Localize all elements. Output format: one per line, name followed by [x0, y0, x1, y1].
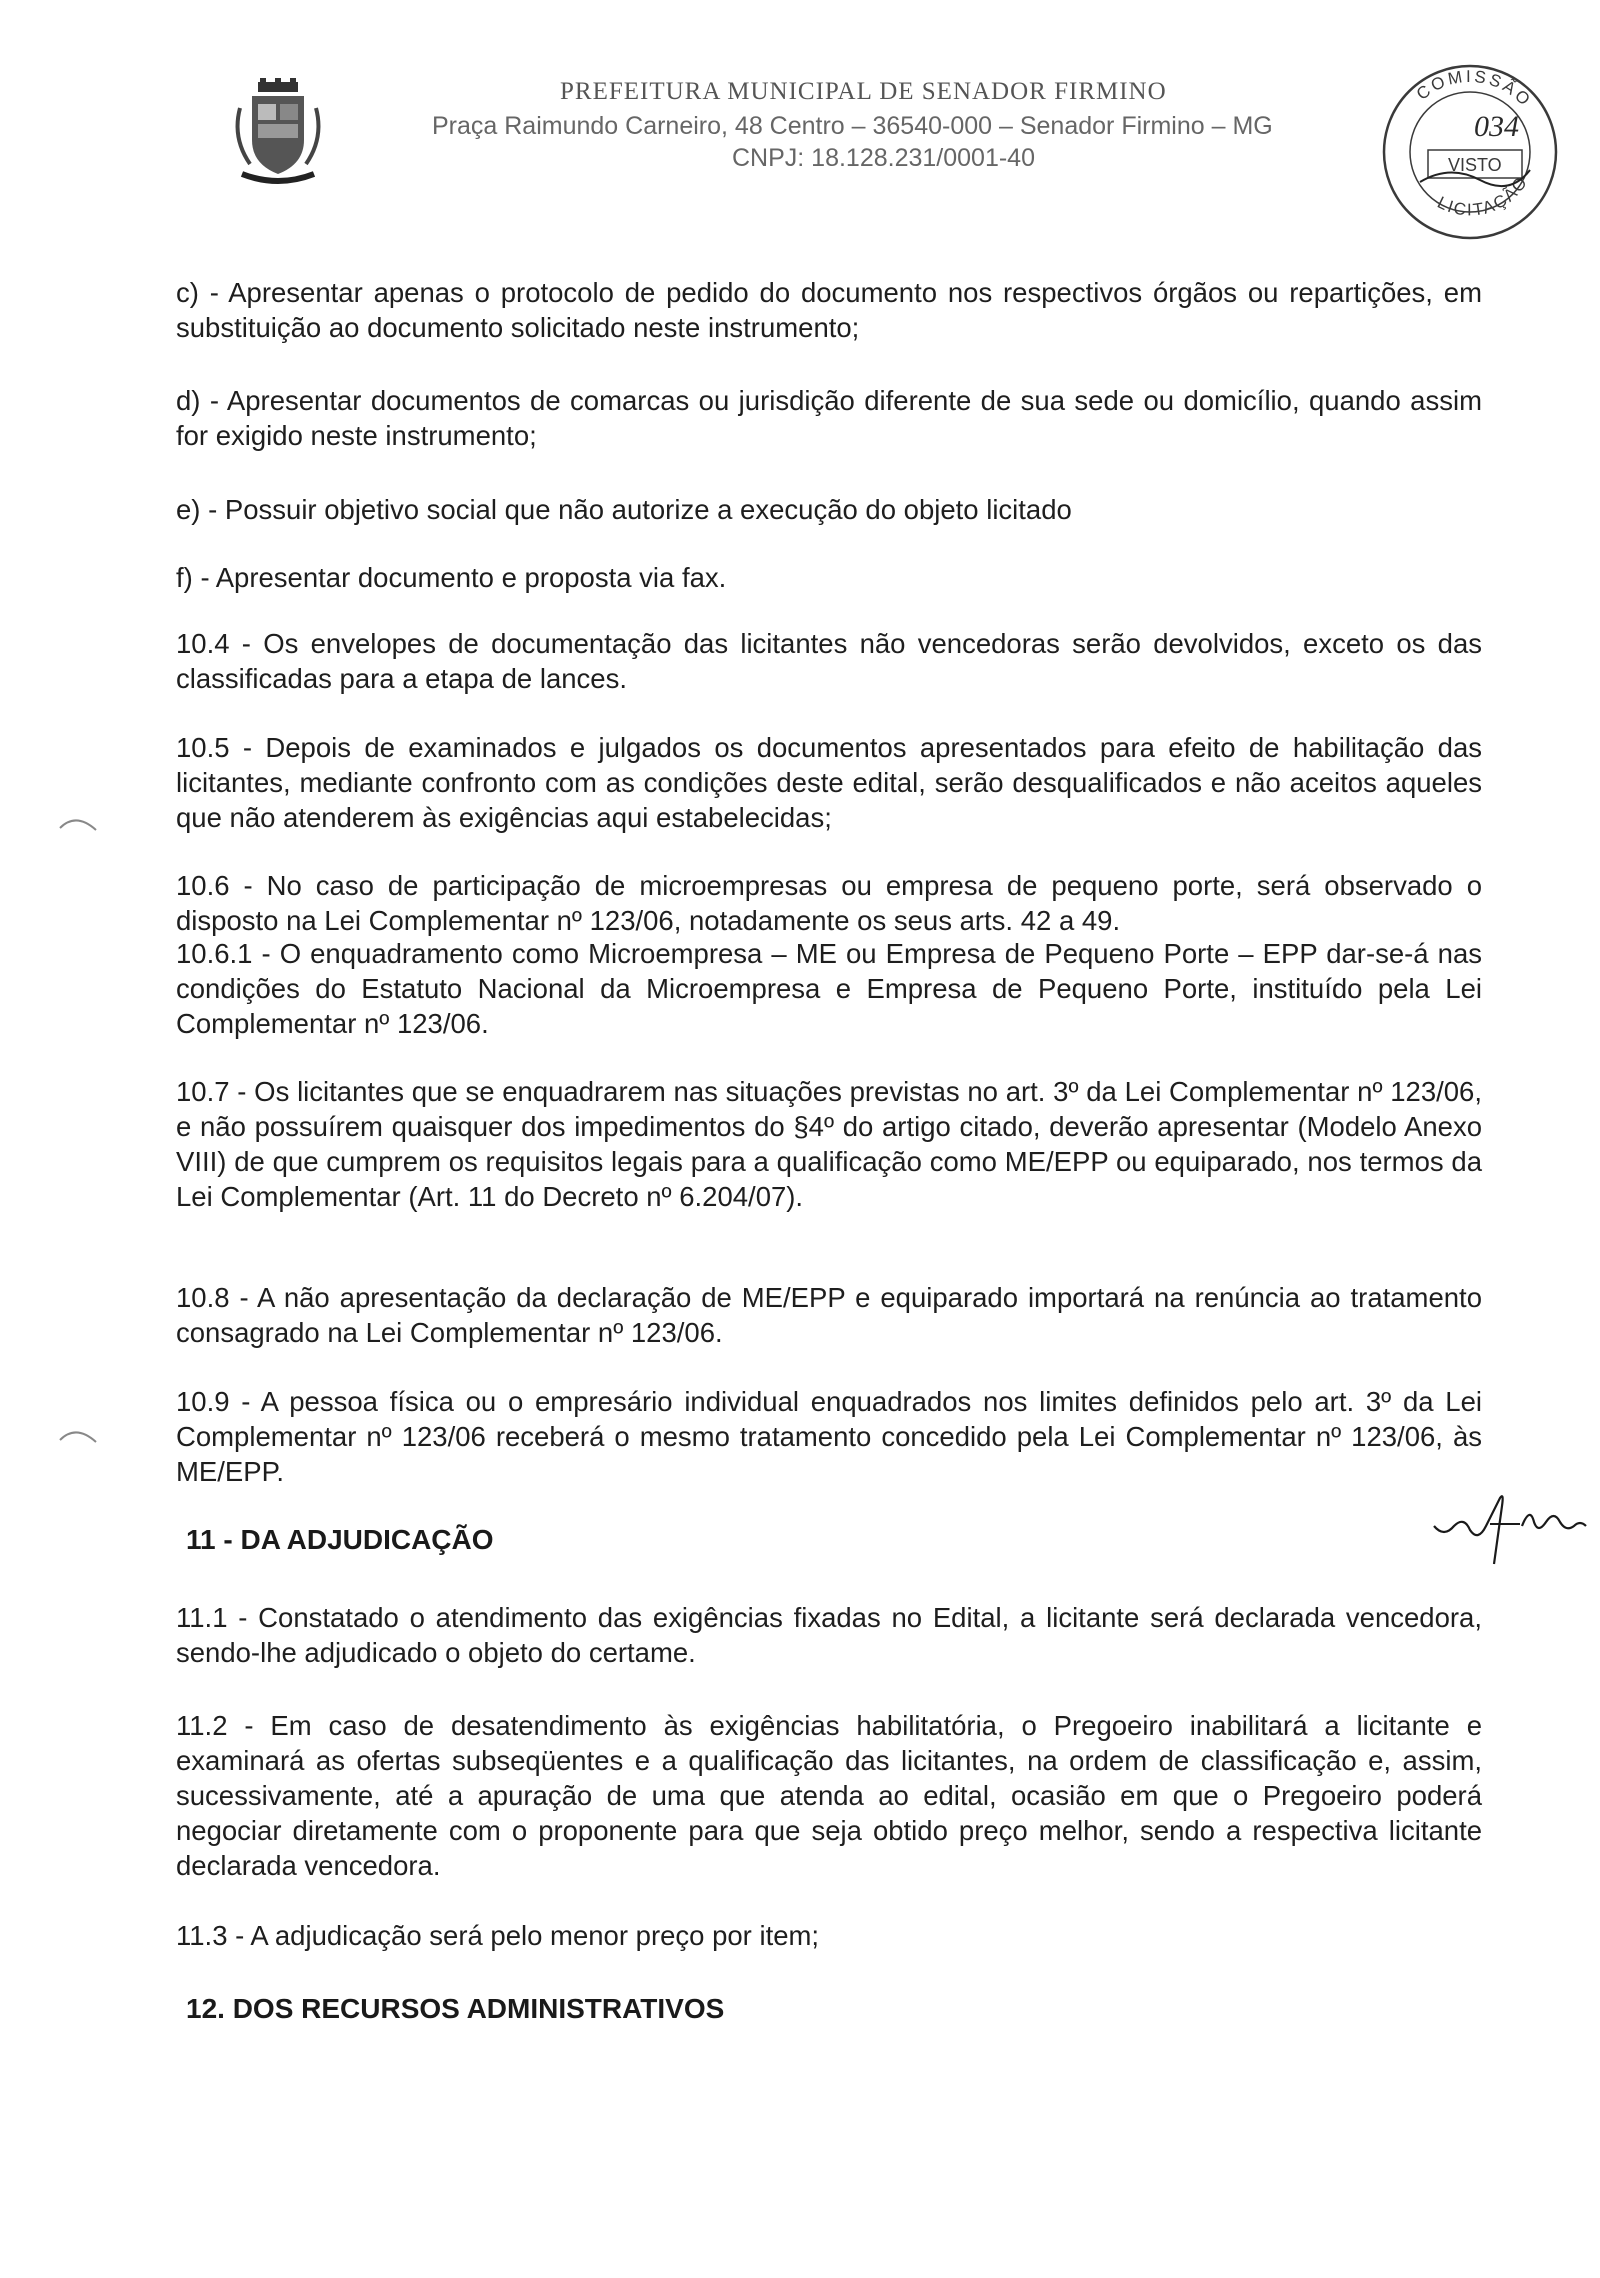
clause-11-1: 11.1 - Constatado o atendimento das exigências fixadas no Edital, a licitante será declarada vencedora, sendo-lhe adjudicado o objeto do certame. [176, 1602, 1482, 1668]
svg-text:LICITAÇÃO [1434, 172, 1531, 219]
header-cnpj: CNPJ: 18.128.231/0001-40 [732, 144, 1035, 172]
item-d: d) - Apresentar documentos de comarcas ou jurisdição diferente de sua sede ou domicílio, quando assim for exigido neste instrumento; [176, 385, 1482, 451]
clause-10-4: 10.4 - Os envelopes de documentação das licitantes não vencedoras serão devolvidos, exceto os das classificadas para a etapa de lances. [176, 628, 1482, 694]
item-f: f) - Apresentar documento e proposta via fax. [176, 562, 727, 593]
clause-10-5: 10.5 - Depois de examinados e julgados os documentos apresentados para efeito de habilitação das licitantes, mediante confronto com as condições deste edital, serão desqualificados e não aceitos aqueles que não atenderem às exigências aqui estabelecidas; [176, 732, 1482, 833]
clause-10-7: 10.7 - Os licitantes que se enquadrarem nas situações previstas no art. 3º da Lei Complementar nº 123/06, e não possuírem quaisquer dos impedimentos do §4º do artigo citado, deverão apresentar (Modelo Anexo VIII) de que cumprem os requisitos legais para a qualificação como ME/EPP ou equiparado, nos termos da Lei Complementar (Art. 11 do Decreto nº 6.204/07). [176, 1076, 1482, 1212]
handwritten-rubric-icon [1430, 1486, 1600, 1566]
stamp-page-number: 034 [1474, 110, 1519, 143]
margin-mark-icon [56, 1418, 106, 1448]
clause-10-8: 10.8 - A não apresentação da declaração de ME/EPP e equiparado importará na renúncia ao tratamento consagrado na Lei Complementar nº 123/06. [176, 1282, 1482, 1348]
clause-10-6: 10.6 - No caso de participação de microempresas ou empresa de pequeno porte, será observado o disposto na Lei Complementar nº 123/06, notadamente os seus arts. 42 a 49. [176, 870, 1482, 936]
header-address: Praça Raimundo Carneiro, 48 Centro – 36540-000 – Senador Firmino – MG [432, 112, 1273, 140]
stamp-ring-bottom: LICITAÇÃO [1434, 172, 1532, 220]
coat-of-arms-icon [228, 78, 328, 188]
section-heading-12: 12. DOS RECURSOS ADMINISTRATIVOS [186, 1993, 725, 2024]
margin-mark-icon [56, 806, 106, 836]
svg-text:COMISSÃO [1413, 67, 1536, 111]
clause-10-6-1: 10.6.1 - O enquadramento como Microempresa – ME ou Empresa de Pequeno Porte – EPP dar-se-á nas condições do Estatuto Nacional da Microempresa e Empresa de Pequeno Porte, instituído pela Lei Complementar nº 123/06. [176, 938, 1482, 1039]
clause-11-3: 11.3 - A adjudicação será pelo menor preço por item; [176, 1920, 820, 1951]
item-e: e) - Possuir objetivo social que não autorize a execução do objeto licitado [176, 494, 1072, 525]
section-heading-11: 11 - DA ADJUDICAÇÃO [186, 1524, 494, 1555]
item-c: c) - Apresentar apenas o protocolo de pedido do documento nos respectivos órgãos ou repartições, em substituição ao documento solicitado neste instrumento; [176, 277, 1482, 343]
clause-10-9: 10.9 - A pessoa física ou o empresário individual enquadrados nos limites definidos pelo art. 3º da Lei Complementar nº 123/06 receberá o mesmo tratamento concedido pela Lei Complementar nº 123/06, às ME/EPP. [176, 1386, 1482, 1487]
clause-11-2: 11.2 - Em caso de desatendimento às exigências habilitatória, o Pregoeiro inabilitará a licitante e examinará as ofertas subseqüentes e a qualificação das licitantes, na ordem de classificação e, assim, sucessivamente, até a apuração de uma que atenda ao edital, ocasião em que o Pregoeiro poderá negociar diretamente com o proponente para que seja obtido preço melhor, sendo a respectiva licitante declarada vencedora. [176, 1710, 1482, 1881]
header-title: PREFEITURA MUNICIPAL DE SENADOR FIRMINO [560, 78, 1167, 105]
commission-stamp-icon [1370, 52, 1570, 242]
stamp-visto: VISTO [1448, 155, 1502, 175]
stamp-ring-top: COMISSÃO [1412, 66, 1536, 112]
